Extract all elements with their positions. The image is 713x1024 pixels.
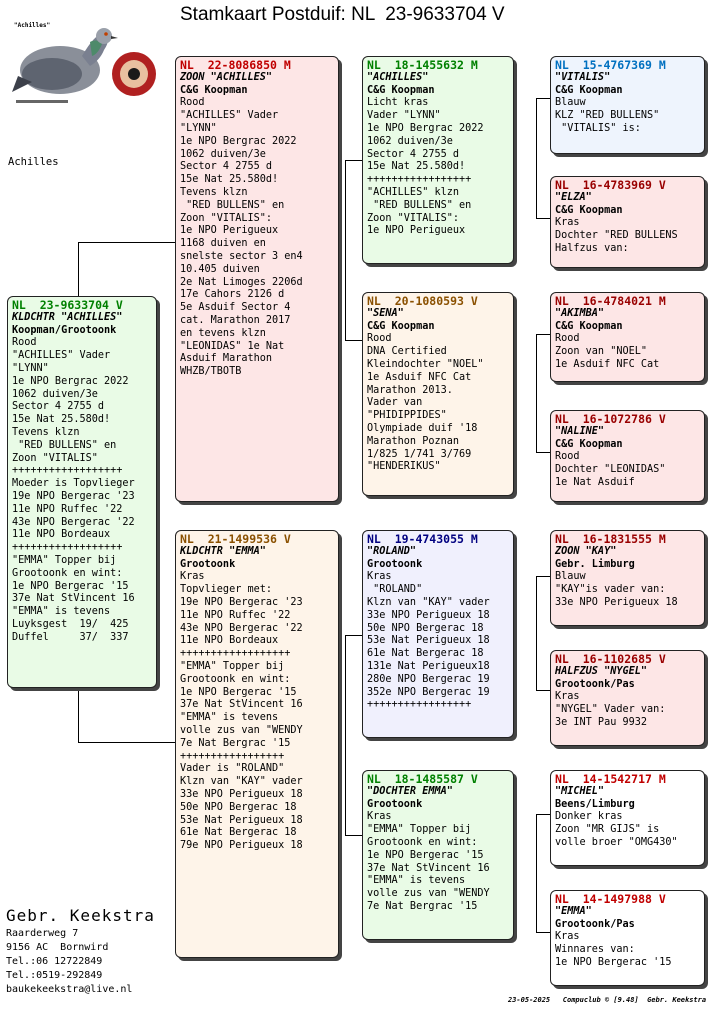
connector-line: [78, 242, 176, 243]
note-line: 131e Nat Perigueux18: [367, 660, 490, 672]
note-line: Tevens klzn: [12, 426, 80, 438]
note-line: 7e Nat Bergrac '15: [180, 737, 291, 749]
note-line: Licht kras: [367, 97, 429, 109]
note-line: 43e NPO Bergerac '22: [12, 516, 135, 528]
note-line: Sector 4 2755 d: [12, 401, 105, 413]
pigeon-name: "NALINE": [555, 425, 605, 437]
note-line: 10.405 duiven: [180, 263, 260, 275]
pigeon-name: KLDCHTR "ACHILLES": [12, 311, 123, 323]
pigeon-card-fmm[interactable]: [550, 410, 705, 502]
ring-number: NL 16-4783969 V: [555, 178, 666, 192]
note-line: "RED BULLENS" en: [367, 199, 472, 211]
ring-number: NL 16-1831555 M: [555, 532, 666, 546]
ring-number: NL 16-1102685 V: [555, 652, 666, 666]
ring-number: NL 14-1497988 V: [555, 892, 666, 906]
note-line: 11e NPO Bordeaux: [180, 635, 279, 647]
breeder: C&G Koopman: [555, 84, 623, 96]
owner-name: Gebr. Keekstra: [6, 906, 155, 925]
note-line: Marathon 2013.: [367, 384, 453, 396]
note-line: 11e NPO Ruffec '22: [180, 609, 291, 621]
note-line: Kras: [367, 811, 392, 823]
ring-number: NL 18-1455632 M: [367, 58, 478, 72]
note-line: "EMMA" is tevens: [180, 712, 279, 724]
connector-line: [345, 340, 362, 341]
breeder: C&G Koopman: [555, 438, 623, 450]
ring-number: NL 20-1080593 V: [367, 294, 478, 308]
note-line: Rood: [180, 97, 205, 109]
owner-email[interactable]: baukekeekstra@live.nl: [6, 984, 133, 995]
note-line: 3e INT Pau 9932: [555, 716, 648, 728]
note-line: 53e Nat Perigueux 18: [180, 814, 303, 826]
note-line: Blauw: [555, 97, 586, 109]
note-line: 33e NPO Perigueux 18: [555, 596, 678, 608]
ring-number: NL 14-1542717 M: [555, 772, 666, 786]
note-line: Vader "LYNN": [367, 110, 441, 122]
print-credit: 23-05-2025 Compuclub © [9.48] Gebr. Keekstra: [508, 996, 707, 1004]
note-line: Halfzus van:: [555, 242, 629, 254]
note-line: Klzn van "KAY" vader: [180, 776, 303, 788]
note-line: volle zus van "WENDY: [367, 888, 490, 900]
note-line: 33e NPO Perigueux 18: [367, 609, 490, 621]
note-line: 15e Nat 25.580d!: [180, 174, 279, 186]
connector-line: [536, 576, 550, 577]
connector-line: [536, 932, 550, 933]
note-line: 19e NPO Bergerac '23: [180, 596, 303, 608]
note-line: 1062 duiven/3e: [12, 388, 98, 400]
breeder: Grootoonk: [367, 558, 423, 570]
note-line: 1e NPO Bergerac '15: [367, 849, 484, 861]
note-line: Grootoonk en wint:: [367, 836, 478, 848]
note-line: "PHIDIPPIDES": [367, 410, 447, 422]
connector-line: [345, 635, 346, 835]
note-line: KLZ "RED BULLENS": [555, 110, 660, 122]
note-line: 1e NPO Bergerac '15: [180, 686, 297, 698]
pigeon-notes: [555, 571, 700, 609]
side-label: Achilles: [8, 156, 59, 168]
note-line: "KAY"is vader van:: [555, 584, 666, 596]
breeder: Gebr. Limburg: [555, 558, 635, 570]
connector-line: [78, 742, 176, 743]
pigeon-notes: [180, 97, 334, 379]
note-line: 1e Nat Asduif: [555, 476, 635, 488]
owner-city: 9156 AC Bornwird: [6, 942, 109, 953]
note-line: Duffel 37/ 337: [12, 631, 129, 643]
note-line: 280e NPO Bergerac 19: [367, 673, 490, 685]
pigeon-name: "MICHEL": [555, 785, 605, 797]
pigeon-name: "EMMA": [555, 905, 592, 917]
note-line: "LYNN": [180, 122, 217, 134]
note-line: Asduif Marathon: [180, 353, 273, 365]
note-line: Zoon "VITALIS":: [180, 212, 273, 224]
note-line: 1e NPO Bergerac '15: [12, 580, 129, 592]
connector-line: [345, 160, 362, 161]
connector-line: [536, 690, 550, 691]
pigeon-notes: [180, 571, 334, 853]
ring-number: NL 15-4767369 M: [555, 58, 666, 72]
note-line: Sector 4 2755 d: [367, 148, 460, 160]
note-line: "ACHILLES" Vader: [12, 350, 111, 362]
note-line: volle broer "OMG430": [555, 836, 678, 848]
note-line: Tevens klzn: [180, 186, 248, 198]
note-line: 61e Nat Bergerac 18: [180, 827, 297, 839]
breeder: C&G Koopman: [367, 320, 435, 332]
connector-line: [536, 814, 550, 815]
pigeon-card-mother[interactable]: [175, 530, 339, 958]
pigeon-card-main[interactable]: [7, 296, 157, 688]
note-line: Dochter "LEONIDAS": [555, 464, 666, 476]
note-line: Moeder is Topvlieger: [12, 478, 135, 490]
note-line: 37e Nat StVincent 16: [180, 699, 303, 711]
note-line: 7e Nat Bergrac '15: [367, 900, 478, 912]
pigeon-notes: [555, 811, 700, 849]
connector-line: [345, 635, 362, 636]
pigeon-card-mmf[interactable]: [550, 770, 705, 866]
pigeon-notes: [12, 337, 152, 644]
connector-line: [536, 576, 537, 690]
note-line: Kras: [180, 571, 205, 583]
note-line: "RED BULLENS" en: [180, 199, 285, 211]
pigeon-card-fff[interactable]: [550, 56, 705, 154]
note-line: 1062 duiven/3e: [180, 148, 266, 160]
pigeon-name: "AKIMBA": [555, 307, 605, 319]
connector-line: [345, 160, 346, 340]
note-line: "ACHILLES" klzn: [367, 186, 460, 198]
note-line: Winnares van:: [555, 944, 635, 956]
owner-phone-mobile: Tel.:06 12722849: [6, 956, 103, 967]
breeder: C&G Koopman: [555, 204, 623, 216]
pigeon-notes: [367, 811, 509, 913]
pigeon-notes: [367, 333, 509, 474]
note-line: "RED BULLENS" en: [12, 439, 117, 451]
note-line: 37e Nat StVincent 16: [367, 862, 490, 874]
connector-line: [536, 98, 537, 218]
pigeon-name: ZOON "ACHILLES": [180, 71, 273, 83]
note-line: 17e Cahors 2126 d: [180, 289, 285, 301]
note-line: Marathon Poznan: [367, 435, 460, 447]
note-line: Luyksgest 19/ 425: [12, 618, 129, 630]
pigeon-name: "ELZA": [555, 191, 592, 203]
pigeon-card-father-father[interactable]: [362, 56, 514, 264]
breeder: Grootoonk: [367, 798, 423, 810]
note-line: 79e NPO Perigueux 18: [180, 840, 303, 852]
note-line: 11e NPO Ruffec '22: [12, 503, 123, 515]
connector-line: [536, 334, 550, 335]
ring-number: NL 18-1485587 V: [367, 772, 478, 786]
note-line: 2e Nat Limoges 2206d: [180, 276, 303, 288]
note-line: 1/825 1/741 3/769: [367, 448, 472, 460]
breeder: C&G Koopman: [180, 84, 248, 96]
ring-number: NL 16-4784021 M: [555, 294, 666, 308]
note-line: Rood: [555, 333, 580, 345]
note-line: 11e NPO Bordeaux: [12, 529, 111, 541]
pigeon-card-mmm[interactable]: [550, 890, 705, 986]
note-line: Klzn van "KAY" vader: [367, 596, 490, 608]
pigeon-notes: [555, 217, 700, 255]
note-line: "EMMA" Topper bij: [180, 660, 285, 672]
pigeon-card-ffm[interactable]: [550, 176, 705, 268]
note-line: en tevens klzn: [180, 327, 266, 339]
breeder: Grootoonk/Pas: [555, 678, 635, 690]
pigeon-card-father[interactable]: [175, 56, 339, 502]
note-line: +++++++++++++++++: [367, 699, 472, 711]
note-line: Kras: [555, 217, 580, 229]
note-line: 19e NPO Bergerac '23: [12, 490, 135, 502]
note-line: "ACHILLES" Vader: [180, 110, 279, 122]
pigeon-card-fmf[interactable]: [550, 292, 705, 382]
note-line: Blauw: [555, 571, 586, 583]
note-line: snelste sector 3 en4: [180, 250, 303, 262]
note-line: Grootoonk en wint:: [180, 673, 291, 685]
note-line: Rood: [555, 451, 580, 463]
note-line: 53e Nat Perigueux 18: [367, 635, 490, 647]
pigeon-name: "SENA": [367, 307, 404, 319]
note-line: 1e NPO Perigueux: [180, 225, 279, 237]
breeder: Grootoonk/Pas: [555, 918, 635, 930]
connector-line: [536, 218, 550, 219]
note-line: Olympiade duif '18: [367, 422, 478, 434]
page-title: Stamkaart Postduif: NL 23-9633704 V: [180, 4, 505, 25]
breeder: Grootoonk: [180, 558, 236, 570]
ring-number: NL 22-8086850 M: [180, 58, 291, 72]
pigeon-notes: [555, 691, 700, 729]
note-line: ++++++++++++++++++: [180, 648, 291, 660]
note-line: 43e NPO Bergerac '22: [180, 622, 303, 634]
ring-number: NL 19-4743055 M: [367, 532, 478, 546]
note-line: "VITALIS" is:: [555, 122, 641, 134]
ring-number: NL 21-1499536 V: [180, 532, 291, 546]
connector-line: [536, 814, 537, 932]
pigeon-name: "ACHILLES": [367, 71, 429, 83]
note-line: Rood: [367, 333, 392, 345]
pigeon-notes: [555, 451, 700, 489]
note-line: 33e NPO Perigueux 18: [180, 788, 303, 800]
note-line: Zoon van "NOEL": [555, 346, 648, 358]
note-line: "LYNN": [12, 362, 49, 374]
note-line: Grootoonk en wint:: [12, 567, 123, 579]
note-line: Vader is "ROLAND": [180, 763, 285, 775]
note-line: 37e Nat StVincent 16: [12, 593, 135, 605]
note-line: +++++++++++++++++: [367, 174, 472, 186]
ring-number: NL 16-1072786 V: [555, 412, 666, 426]
breeder: C&G Koopman: [367, 84, 435, 96]
pigeon-name: "ROLAND": [367, 545, 417, 557]
connector-line: [78, 242, 79, 297]
pigeon-card-mfm[interactable]: [550, 650, 705, 746]
pigeon-name: "DOCHTER EMMA": [367, 785, 453, 797]
note-line: Zoon "VITALIS":: [367, 212, 460, 224]
pigeon-name: ZOON "KAY": [555, 545, 617, 557]
note-line: cat. Marathon 2017: [180, 314, 291, 326]
owner-phone: Tel.:0519-292849: [6, 970, 103, 981]
breeder: Beens/Limburg: [555, 798, 635, 810]
note-line: 1062 duiven/3e: [367, 135, 453, 147]
note-line: Kras: [555, 691, 580, 703]
pigeon-notes: [555, 931, 700, 969]
connector-line: [78, 688, 79, 742]
note-line: 15e Nat 25.580d!: [12, 414, 111, 426]
pigeon-card-mother-father[interactable]: [362, 530, 514, 738]
note-line: +++++++++++++++++: [180, 750, 285, 762]
note-line: "ROLAND": [367, 584, 423, 596]
connector-line: [536, 334, 537, 452]
pigeon-name: HALFZUS "NYGEL": [555, 665, 648, 677]
note-line: 1e Asduif NFC Cat: [367, 371, 472, 383]
note-line: 1e Asduif NFC Cat: [555, 358, 660, 370]
note-line: ++++++++++++++++++: [12, 465, 123, 477]
pigeon-notes: [367, 97, 509, 238]
pigeon-card-mff[interactable]: [550, 530, 705, 626]
note-line: "LEONIDAS" 1e Nat: [180, 340, 285, 352]
note-line: Kras: [367, 571, 392, 583]
breeder: C&G Koopman: [555, 320, 623, 332]
note-line: 1168 duiven en: [180, 238, 266, 250]
logo: [12, 12, 162, 108]
pigeon-notes: [555, 333, 700, 371]
note-line: 15e Nat 25.580d!: [367, 161, 466, 173]
note-line: 1e NPO Bergrac 2022: [180, 135, 297, 147]
note-line: Kras: [555, 931, 580, 943]
pigeon-notes: [367, 571, 509, 712]
note-line: Sector 4 2755 d: [180, 161, 273, 173]
note-line: 50e NPO Bergerac 18: [180, 801, 297, 813]
pigeon-name: "VITALIS": [555, 71, 611, 83]
ring-number: NL 23-9633704 V: [12, 298, 123, 312]
note-line: "NYGEL" Vader van:: [555, 704, 666, 716]
pigeon-notes: [555, 97, 700, 135]
note-line: "HENDERIKUS": [367, 461, 441, 473]
note-line: Vader van: [367, 397, 423, 409]
note-line: WHZB/TBOTB: [180, 366, 242, 378]
note-line: 352e NPO Bergerac 19: [367, 686, 490, 698]
pigeon-card-father-mother[interactable]: [362, 292, 514, 496]
note-line: 1e NPO Perigueux: [367, 225, 466, 237]
connector-line: [345, 835, 362, 836]
note-line: Rood: [12, 337, 37, 349]
note-line: 61e Nat Bergerac 18: [367, 648, 484, 660]
logo-caption: "Achilles": [14, 22, 51, 29]
connector-line: [536, 452, 550, 453]
note-line: 1e NPO Bergrac 2022: [367, 122, 484, 134]
owner-address: Raarderweg 7: [6, 928, 79, 939]
note-line: 5e Asduif Sector 4: [180, 302, 291, 314]
note-line: 1e NPO Bergrac 2022: [12, 375, 129, 387]
note-line: 1e NPO Bergerac '15: [555, 956, 672, 968]
note-line: Dochter "RED BULLENS: [555, 230, 678, 242]
connector-line: [536, 98, 550, 99]
note-line: "EMMA" Topper bij: [12, 554, 117, 566]
pigeon-name: KLDCHTR "EMMA": [180, 545, 266, 557]
note-line: Zoon "VITALIS": [12, 452, 98, 464]
note-line: "EMMA" is tevens: [367, 875, 466, 887]
note-line: Donker kras: [555, 811, 623, 823]
breeder: Koopman/Grootoonk: [12, 324, 117, 336]
note-line: Topvlieger met:: [180, 584, 273, 596]
note-line: volle zus van "WENDY: [180, 724, 303, 736]
note-line: ++++++++++++++++++: [12, 542, 123, 554]
note-line: DNA Certified: [367, 346, 447, 358]
pigeon-card-mother-mother[interactable]: [362, 770, 514, 940]
note-line: Zoon "MR GIJS" is: [555, 824, 660, 836]
note-line: "EMMA" is tevens: [12, 606, 111, 618]
note-line: Kleindochter "NOEL": [367, 358, 484, 370]
note-line: 50e NPO Bergerac 18: [367, 622, 484, 634]
note-line: "EMMA" Topper bij: [367, 824, 472, 836]
